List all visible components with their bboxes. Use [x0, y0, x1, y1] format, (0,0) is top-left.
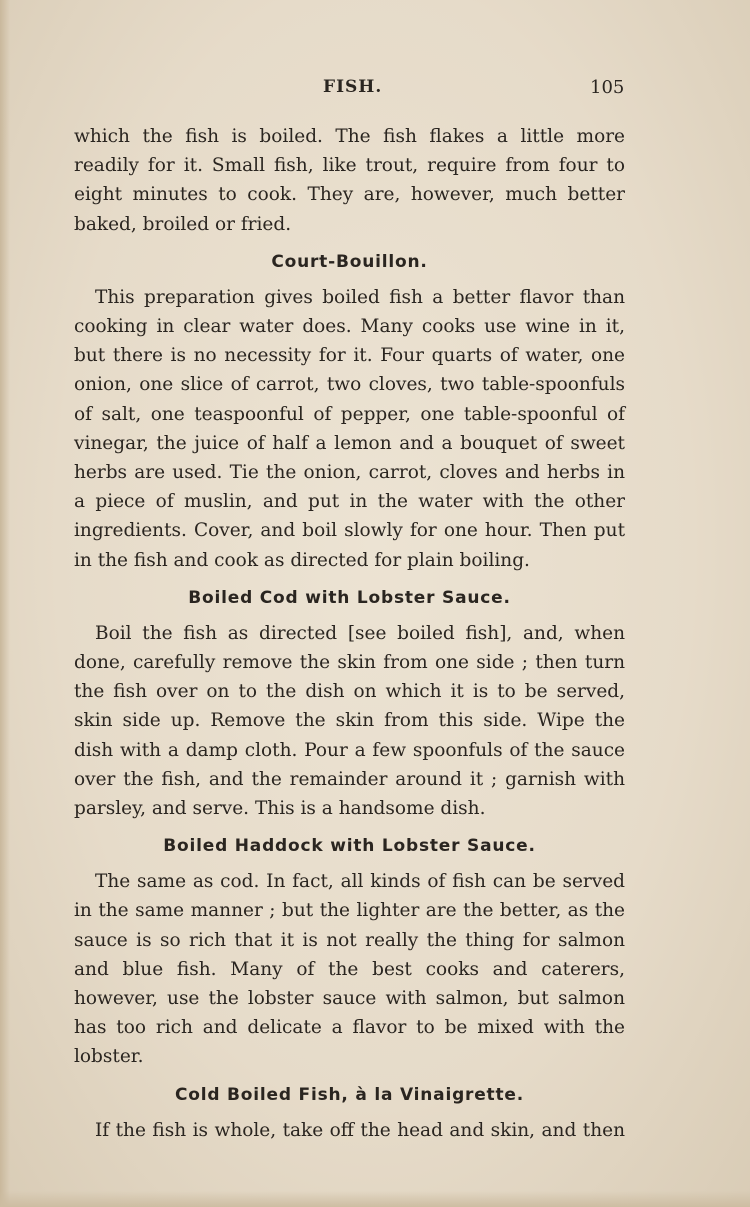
running-head: [0, 77, 750, 101]
body-text: [74, 122, 625, 1145]
paragraph-boiled-haddock: The same as cod. In fact, all kinds of fish can be served in the same manner ; but the lighter are the better, as the sauce is so rich that it is not really the thing for salmon and blue fish. Many of the best cooks and caterers, however, use the lobster sauce with salmon, but salmon has too rich and delicate a flavor to be mixed with the lobster.: [74, 871, 625, 1068]
paragraph-cold-boiled-fish: If the fish is whole, take off the head and skin, and then: [95, 1119, 625, 1141]
heading-boiled-haddock: Boiled Haddock with Lobster Sauce.: [163, 836, 536, 857]
heading-court-bouillon: Court-Bouillon.: [271, 251, 428, 272]
heading-cold-boiled-fish: Cold Boiled Fish, à la Vinaigrette.: [174, 1084, 525, 1105]
paragraph-fish-boiling-continued: which the fish is boiled. The fish flakes a little more readily for it. Small fish, like trout, require from four to eight minutes to cook. They are, however, much better baked, broiled or fried.: [74, 126, 625, 235]
paragraph-court-bouillon: This preparation gives boiled fish a better flavor than cooking in clear water does. Many cooks use wine in it, but there is no necessity for it. Four quarts of water, one onion, one slice of carrot, two cloves, two table-spoonfuls of salt, one teaspoonful of pepper, one table-spoonful of vinegar, the juice of half a lemon and a bouquet of sweet herbs are used. Tie the onion, carrot, cloves and herbs in a piece of muslin, and put in the water with the other ingredients. Cover, and boil slowly for one hour. Then put in the fish and cook as directed for plain boiling.: [74, 286, 625, 571]
paragraph-boiled-cod: Boil the fish as directed [see boiled fish], and, when done, carefully remove the skin from one side ; then turn the fish over on to the dish on which it is to be served, skin side up. Remove the skin from this side. Wipe the dish with a damp cloth. Pour a few spoonfuls of the sauce over the fish, and the remainder around it ; garnish with parsley, and serve. This is a handsome dish.: [74, 622, 625, 820]
page-edge-shadow: [0, 0, 10, 1207]
heading-boiled-cod: Boiled Cod with Lobster Sauce.: [188, 587, 511, 608]
page-number: 105: [590, 77, 625, 98]
page-bottom-shadow: [0, 1191, 750, 1207]
running-title: FISH.: [323, 77, 383, 97]
